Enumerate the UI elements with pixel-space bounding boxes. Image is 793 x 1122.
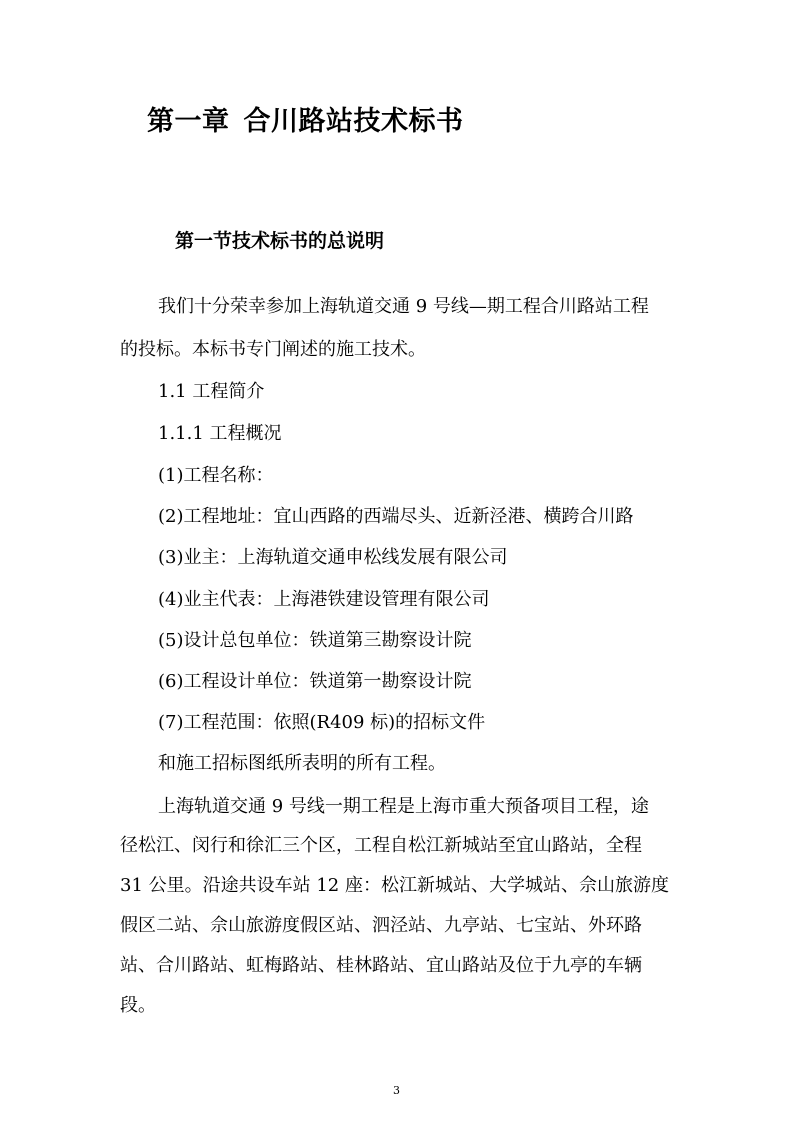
list-item: (4)业主代表：上海港铁建设管理有限公司: [158, 589, 490, 610]
list-item: (6)工程设计单位：铁道第一勘察设计院: [158, 671, 472, 692]
intro-line-2: 的投标。本标书专门阐述的施工技术。: [120, 339, 426, 360]
chapter-title-main: 合川路站技术标书: [243, 106, 464, 137]
intro-line-1: 我们十分荣幸参加上海轨道交通 9 号线—期工程合川路站工程: [158, 296, 649, 317]
body-line-3: 31 公里。沿途共设车站 12 座：松江新城站、大学城站、佘山旅游度: [120, 875, 669, 896]
list-item: (3)业主：上海轨道交通申松线发展有限公司: [158, 547, 508, 568]
page-number: 3: [393, 1084, 400, 1097]
list-item: (1)工程名称：: [158, 465, 274, 486]
list-item: 和施工招标图纸所表明的所有工程。: [158, 753, 446, 774]
list-item: (5)设计总包单位：铁道第三勘察设计院: [158, 630, 472, 651]
body-line-1: 上海轨道交通 9 号线一期工程是上海市重大预备项目工程，途: [158, 796, 649, 817]
body-line-4: 假区二站、佘山旅游度假区站、泗泾站、九亭站、七宝站、外环路: [120, 915, 642, 936]
subsubsection-heading: 1.1.1 工程概况: [158, 423, 282, 444]
section-title: 第一节技术标书的总说明: [175, 230, 385, 252]
list-item: (2)工程地址：宜山西路的西端尽头、近新泾港、横跨合川路: [158, 506, 634, 527]
chapter-title-prefix: 第一章: [147, 106, 230, 137]
body-line-5: 站、合川路站、虹梅路站、桂林路站、宜山路站及位于九亭的车辆: [120, 955, 642, 976]
body-line-6: 段。: [120, 995, 156, 1016]
body-line-2: 径松江、闵行和徐汇三个区，工程自松江新城站至宜山路站，全程: [120, 835, 642, 856]
list-item: (7)工程范围：依照(R409 标)的招标文件: [158, 712, 486, 733]
chapter-title: [147, 99, 464, 138]
subsection-heading: 1.1 工程简介: [158, 381, 265, 402]
